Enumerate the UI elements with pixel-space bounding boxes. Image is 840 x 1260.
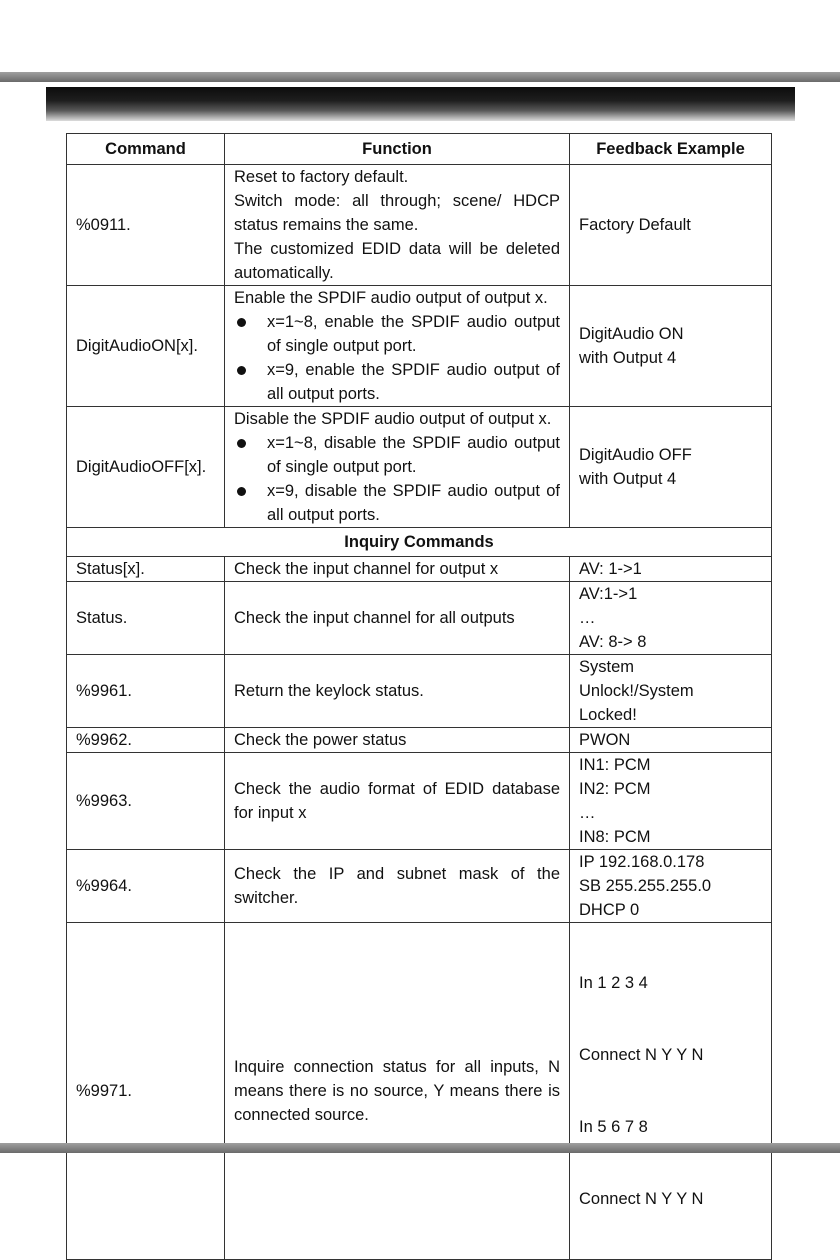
feedback-line: Locked! bbox=[579, 706, 637, 724]
table-row bbox=[67, 407, 772, 528]
feedback-cell bbox=[570, 165, 772, 286]
feedback-line: AV: 1->1 bbox=[579, 560, 642, 578]
bullet-item: x=9, enable the SPDIF audio output of all output ports. bbox=[234, 358, 560, 406]
feedback-line: IP 192.168.0.178 bbox=[579, 853, 705, 871]
feedback-line: with Output 4 bbox=[579, 470, 677, 488]
bullet-item: x=1~8, enable the SPDIF audio output of single output port. bbox=[234, 310, 560, 358]
function-line: Switch mode: all through; scene/ HDCP status remains the same. bbox=[234, 192, 560, 234]
feedback-cell bbox=[570, 923, 772, 1260]
bullet-list bbox=[234, 310, 560, 406]
table-row bbox=[67, 286, 772, 407]
feedback-cell bbox=[570, 753, 772, 850]
feedback-cell bbox=[570, 728, 772, 753]
bullet-item: x=9, disable the SPDIF audio output of all output ports. bbox=[234, 479, 560, 527]
command-table bbox=[66, 133, 772, 1260]
command-cell: %9963. bbox=[67, 753, 225, 850]
command-cell: DigitAudioOFF[x]. bbox=[67, 407, 225, 528]
feedback-cell bbox=[570, 850, 772, 923]
function-cell: Check the audio format of EDID database for input x bbox=[225, 753, 570, 850]
header-feedback: Feedback Example bbox=[570, 134, 772, 165]
top-rule bbox=[0, 72, 840, 82]
feedback-line: DigitAudio OFF bbox=[579, 446, 692, 464]
function-cell: Return the keylock status. bbox=[225, 655, 570, 728]
header-bar bbox=[46, 87, 795, 121]
function-line: Reset to factory default. bbox=[234, 168, 409, 186]
table-row bbox=[67, 728, 772, 753]
feedback-line: IN1: PCM bbox=[579, 756, 651, 774]
feedback-line: AV:1->1 bbox=[579, 585, 638, 603]
function-cell: Check the IP and subnet mask of the switcher. bbox=[225, 850, 570, 923]
table-row bbox=[67, 165, 772, 286]
feedback-cell bbox=[570, 557, 772, 582]
feedback-line: with Output 4 bbox=[579, 349, 677, 367]
command-cell: %9961. bbox=[67, 655, 225, 728]
table-row bbox=[67, 753, 772, 850]
feedback-line: IN8: PCM bbox=[579, 828, 651, 846]
feedback-line: AV: 8-> 8 bbox=[579, 633, 647, 651]
header-command: Command bbox=[67, 134, 225, 165]
feedback-line: Connect N Y Y N bbox=[579, 1190, 704, 1208]
table-row bbox=[67, 850, 772, 923]
command-cell: %9964. bbox=[67, 850, 225, 923]
function-cell: Check the input channel for all outputs bbox=[225, 582, 570, 655]
feedback-cell bbox=[570, 286, 772, 407]
function-cell: Check the input channel for output x bbox=[225, 557, 570, 582]
table-header-row bbox=[67, 134, 772, 165]
feedback-line: … bbox=[579, 609, 596, 627]
function-cell bbox=[225, 286, 570, 407]
table-row bbox=[67, 923, 772, 1260]
section-row bbox=[67, 528, 772, 557]
table-row bbox=[67, 557, 772, 582]
function-cell: Inquire connection status for all inputs, N means there is no source, Y means there is connected source. bbox=[225, 923, 570, 1260]
command-cell: Status[x]. bbox=[67, 557, 225, 582]
table-row bbox=[67, 655, 772, 728]
feedback-line: In 1 2 3 4 bbox=[579, 974, 648, 992]
feedback-line: In 5 6 7 8 bbox=[579, 1118, 648, 1136]
bullet-list bbox=[234, 431, 560, 527]
feedback-line: Unlock!/System bbox=[579, 682, 694, 700]
function-cell: Check the power status bbox=[225, 728, 570, 753]
bottom-rule bbox=[0, 1143, 840, 1153]
command-cell: %9962. bbox=[67, 728, 225, 753]
feedback-line: DigitAudio ON bbox=[579, 325, 684, 343]
feedback-cell bbox=[570, 582, 772, 655]
bullet-item: x=1~8, disable the SPDIF audio output of single output port. bbox=[234, 431, 560, 479]
feedback-line: IN2: PCM bbox=[579, 780, 651, 798]
function-line: Disable the SPDIF audio output of output x. bbox=[234, 410, 552, 428]
table-row bbox=[67, 582, 772, 655]
command-cell: %0911. bbox=[67, 165, 225, 286]
feedback-line: PWON bbox=[579, 731, 631, 749]
feedback-line: DHCP 0 bbox=[579, 901, 640, 919]
feedback-line: SB 255.255.255.0 bbox=[579, 877, 712, 895]
command-cell: Status. bbox=[67, 582, 225, 655]
feedback-cell bbox=[570, 655, 772, 728]
feedback-line: System bbox=[579, 658, 635, 676]
feedback-line: Factory Default bbox=[579, 216, 691, 234]
header-function: Function bbox=[225, 134, 570, 165]
function-line: The customized EDID data will be deleted automatically. bbox=[234, 240, 560, 282]
function-line: Enable the SPDIF audio output of output x. bbox=[234, 289, 548, 307]
feedback-line: Connect N Y Y N bbox=[579, 1046, 704, 1064]
function-cell bbox=[225, 407, 570, 528]
command-cell: %9971. bbox=[67, 923, 225, 1260]
function-cell bbox=[225, 165, 570, 286]
command-cell: DigitAudioON[x]. bbox=[67, 286, 225, 407]
feedback-line: … bbox=[579, 804, 596, 822]
feedback-cell bbox=[570, 407, 772, 528]
section-title: Inquiry Commands bbox=[67, 528, 772, 557]
